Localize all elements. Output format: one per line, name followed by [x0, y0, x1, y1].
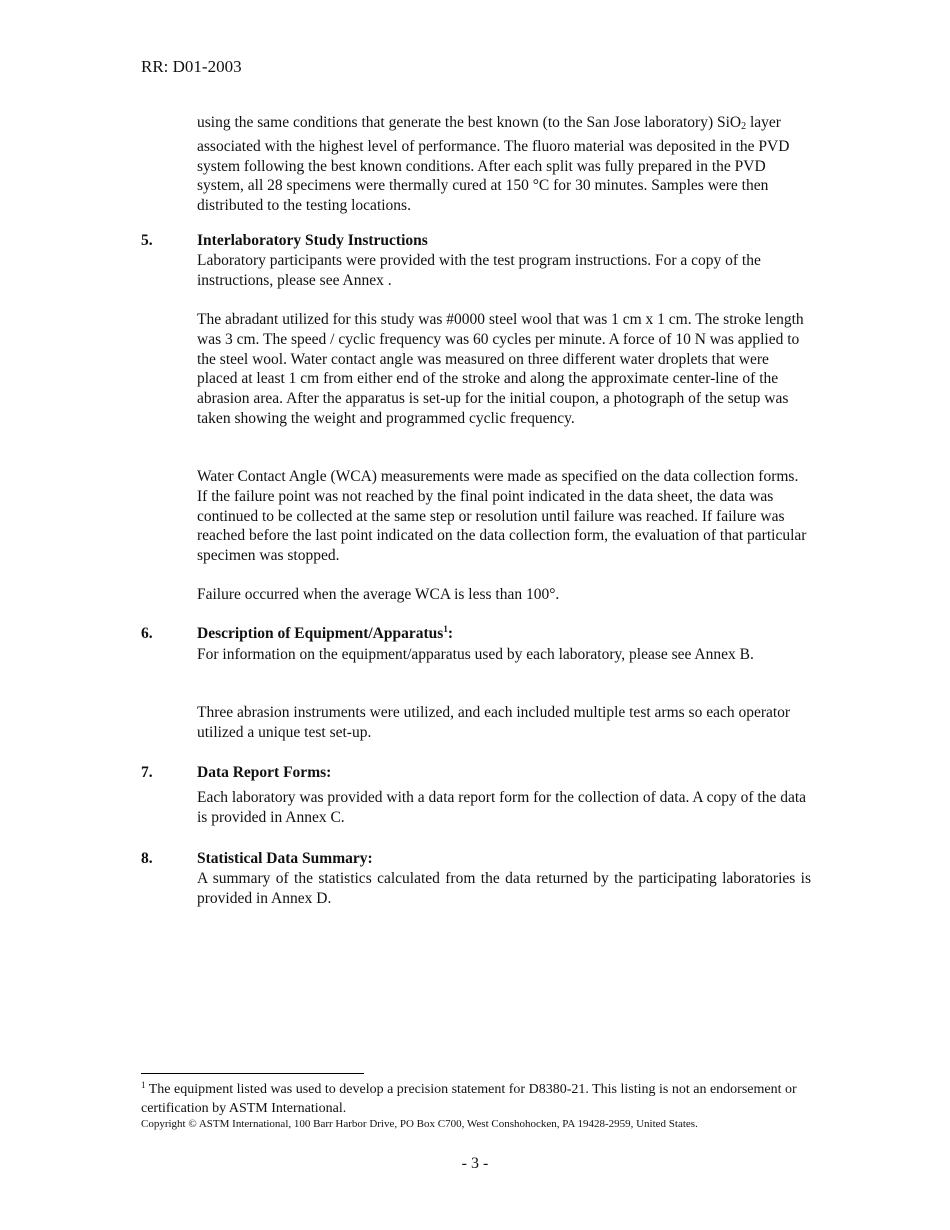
footnote-marker: 1 [141, 1080, 146, 1090]
copyright-line: Copyright © ASTM International, 100 Barr Harbor Drive, PO Box C700, West Conshohocken, PA 19428-2959, United States. [141, 1118, 698, 1130]
section-7-title: Data Report Forms: [197, 764, 332, 781]
section-8-title: Statistical Data Summary: [197, 850, 373, 867]
section-5-para-3: Water Contact Angle (WCA) measurements were made as specified on the data collection forms. If the failure point was not reached by the final point indicated in the data sheet, the data was continued to be collected at the same step or resolution until failure was reached. If failure was reached before the last point indicated on the data collection form, the evaluation of that particular specimen was stopped. [197, 468, 807, 565]
intro-text-b: layer associated with the highest level of performance. The fluoro material was deposited in the PVD system following the best known conditions. After each split was fully prepared in the PVD system, all 28 specimens were thermally cured at 150 °C for 30 minutes. Samples were then distributed to the testing locations. [197, 114, 790, 215]
section-6-number: 6. [141, 625, 153, 642]
section-7-para-1: Each laboratory was provided with a data report form for the collection of data. A copy of the data is provided in Annex C. [197, 789, 807, 826]
section-5-para-1: Laboratory participants were provided with the test program instructions. For a copy of the instructions, please see Annex . [197, 252, 761, 289]
section-6-title-colon: : [447, 625, 453, 642]
footnote-divider [141, 1073, 364, 1074]
subscript: 2 [741, 121, 747, 132]
section-5-number: 5. [141, 232, 153, 249]
section-6-title [197, 624, 453, 644]
section-8-para-1: A summary of the statistics calculated from the data returned by the participating laboratories is provided in Annex D. [197, 870, 811, 907]
section-5-title: Interlaboratory Study Instructions [197, 232, 428, 249]
section-6-para-1: For information on the equipment/apparatus used by each laboratory, please see Annex B. [197, 646, 754, 663]
section-8-number: 8. [141, 850, 153, 867]
intro-paragraph [197, 113, 811, 216]
running-header: RR: D01-2003 [141, 57, 242, 76]
footnote-text: The equipment listed was used to develop a precision statement for D8380-21. This listing is not an endorsement or certification by ASTM International. [141, 1082, 797, 1116]
section-5-para-2: The abradant utilized for this study was #0000 steel wool that was 1 cm x 1 cm. The stroke length was 3 cm. The speed / cyclic frequency was 60 cycles per minute. A force of 10 N was applied to the steel wool. Water contact angle was measured on three different water droplets that were placed at least 1 cm from either end of the stroke and along the approximate center-line of the abrasion area. After the apparatus is set-up for the initial coupon, a photograph of the setup was taken showing the weight and programmed cyclic frequency. [197, 311, 804, 427]
footnote-ref: 1 [443, 624, 448, 634]
section-7-number: 7. [141, 764, 153, 781]
section-6-title-text: Description of Equipment/Apparatus [197, 625, 444, 642]
section-6-para-2: Three abrasion instruments were utilized, and each included multiple test arms so each operator utilized a unique test set-up. [197, 704, 791, 741]
page-number: - 3 - [461, 1155, 489, 1172]
footnote [141, 1080, 801, 1118]
intro-text-a: using the same conditions that generate the best known (to the San Jose laboratory) SiO [197, 114, 742, 131]
section-5-para-4: Failure occurred when the average WCA is less than 100°. [197, 586, 560, 603]
